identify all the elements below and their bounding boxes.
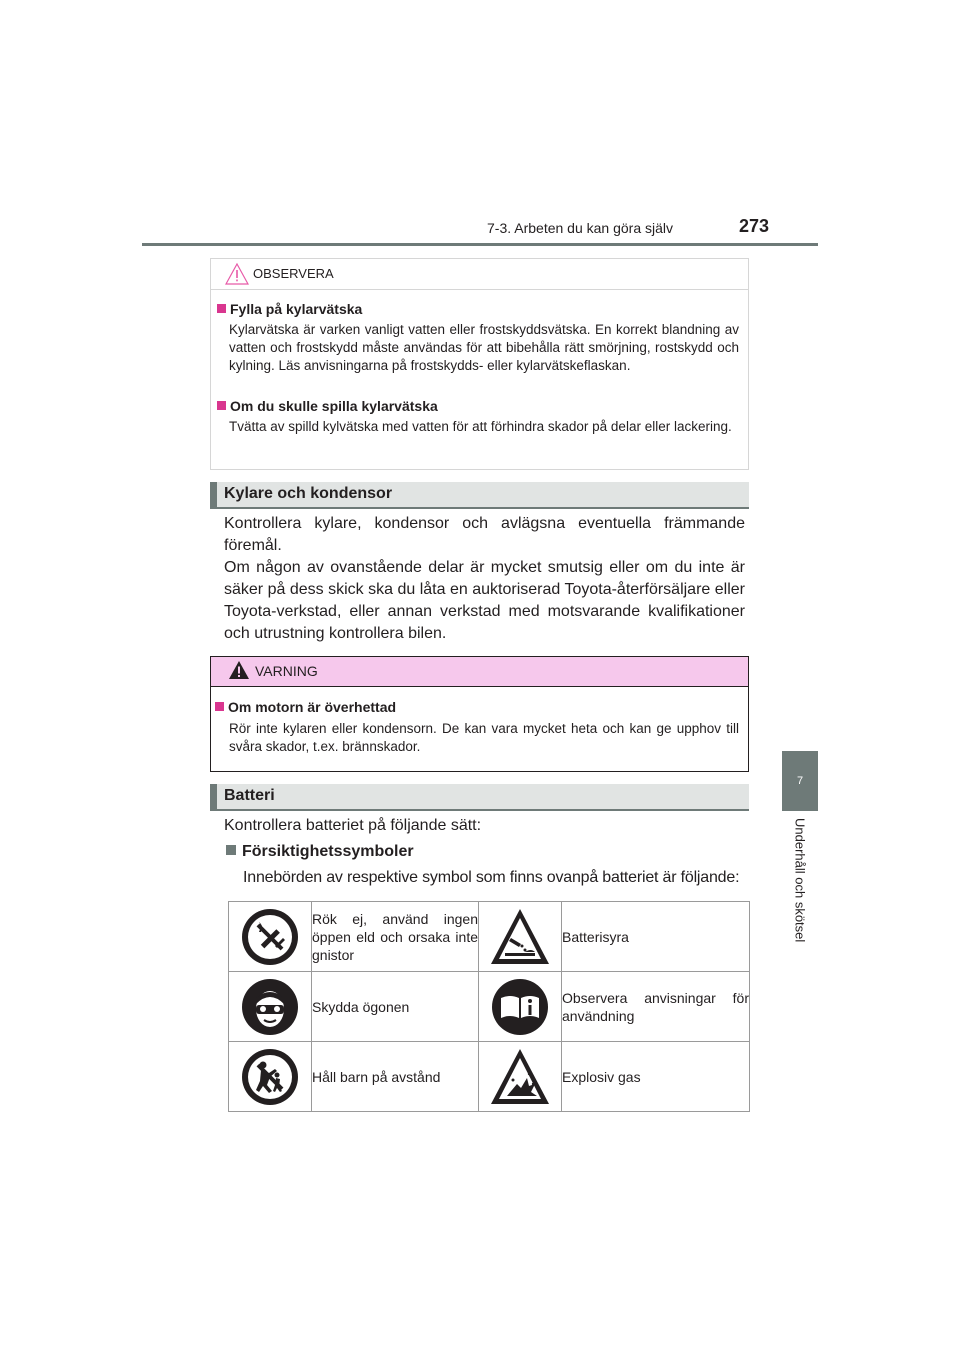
symbol-cell (479, 902, 562, 972)
chapter-tab (782, 751, 818, 811)
bullet-square-icon (226, 845, 236, 855)
section-title: Kylare och kondensor (224, 485, 393, 502)
symbol-table (228, 901, 750, 1112)
notice-item-title: Om du skulle spilla kylarvätska (217, 398, 438, 414)
subheading-body: Innebörden av respektive symbol som finns ovanpå batteriet är följande: (243, 869, 740, 886)
section-heading-battery (210, 784, 749, 811)
section-heading-radiator (210, 482, 749, 509)
notice-item-body: Tvätta av spilld kylvätska med vatten för att förhindra skador på delar eller lackering. (229, 419, 732, 434)
warning-item-body: Rör inte kylaren eller kondensorn. De kan vara mycket heta och kan ge upphov till svåra skador, t.ex. brännskador. (229, 721, 739, 754)
notice-box (210, 258, 749, 470)
section-header: 7-3. Arbeten du kan göra själv (487, 220, 674, 236)
warning-header (211, 657, 748, 687)
subheading: Försiktighetssymboler (226, 843, 414, 861)
caution-triangle-icon (225, 263, 249, 285)
notice-item-title: Fylla på kylarvätska (217, 301, 362, 317)
warning-triangle-icon (228, 660, 250, 680)
symbol-label: Rök ej, använd ingen öppen eld och orsaka inte gnistor (312, 902, 479, 972)
chapter-number: 7 (796, 775, 804, 787)
bullet-square-icon (215, 702, 224, 711)
bullet-square-icon (217, 304, 226, 313)
symbol-label: Skydda ögonen (312, 972, 479, 1042)
warning-item-title: Om motorn är överhettad (215, 699, 396, 715)
chapter-title: Underhåll och skötsel (792, 818, 808, 943)
no-smoking-icon (239, 906, 301, 968)
notice-item-body: Kylarvätska är varken vanligt vatten eller frostskyddsvätska. En korrekt blandning av vatten och frostskydd måste användas för att bibehålla rätt smörjning, rostskydd och kylning. Läs anvisningarna på frostskydds- eller kylarvätskeflaskan. (229, 322, 739, 373)
warning-label: VARNING (255, 663, 318, 679)
header-divider (142, 243, 818, 246)
paragraph: Om någon av ovanstående delar är mycket smutsig eller om du inte är säker på dess skick ska du låta en auktoriserad Toyota-återförsäljare eller Toyota-verkstad, eller annan verkstad med motsvarande kvalifikationer och utrustning kontrollera bilen. (224, 559, 745, 642)
symbol-label: Explosiv gas (562, 1042, 750, 1112)
page-number: 273 (739, 216, 770, 236)
explosive-gas-icon (489, 1046, 551, 1108)
symbol-cell (229, 972, 312, 1042)
eye-protection-icon (239, 976, 301, 1038)
warning-box (210, 656, 749, 772)
symbol-cell (229, 902, 312, 972)
notice-label: OBSERVERA (253, 266, 334, 281)
symbol-label: Batterisyra (562, 902, 750, 972)
table-row (229, 902, 750, 972)
table-row (229, 972, 750, 1042)
symbol-cell (479, 1042, 562, 1112)
symbol-cell (229, 1042, 312, 1112)
paragraph: Kontrollera kylare, kondensor och avlägsna eventuella främmande föremål. (224, 515, 745, 554)
section-title: Batteri (224, 787, 275, 804)
symbol-label: Observera anvisningar för användning (562, 972, 750, 1042)
table-row (229, 1042, 750, 1112)
symbol-label: Håll barn på avstånd (312, 1042, 479, 1112)
paragraph: Kontrollera batteriet på följande sätt: (224, 817, 482, 834)
battery-acid-icon (489, 906, 551, 968)
keep-children-away-icon (239, 1046, 301, 1108)
read-instructions-icon (489, 976, 551, 1038)
bullet-square-icon (217, 401, 226, 410)
notice-header (211, 259, 748, 290)
symbol-cell (479, 972, 562, 1042)
